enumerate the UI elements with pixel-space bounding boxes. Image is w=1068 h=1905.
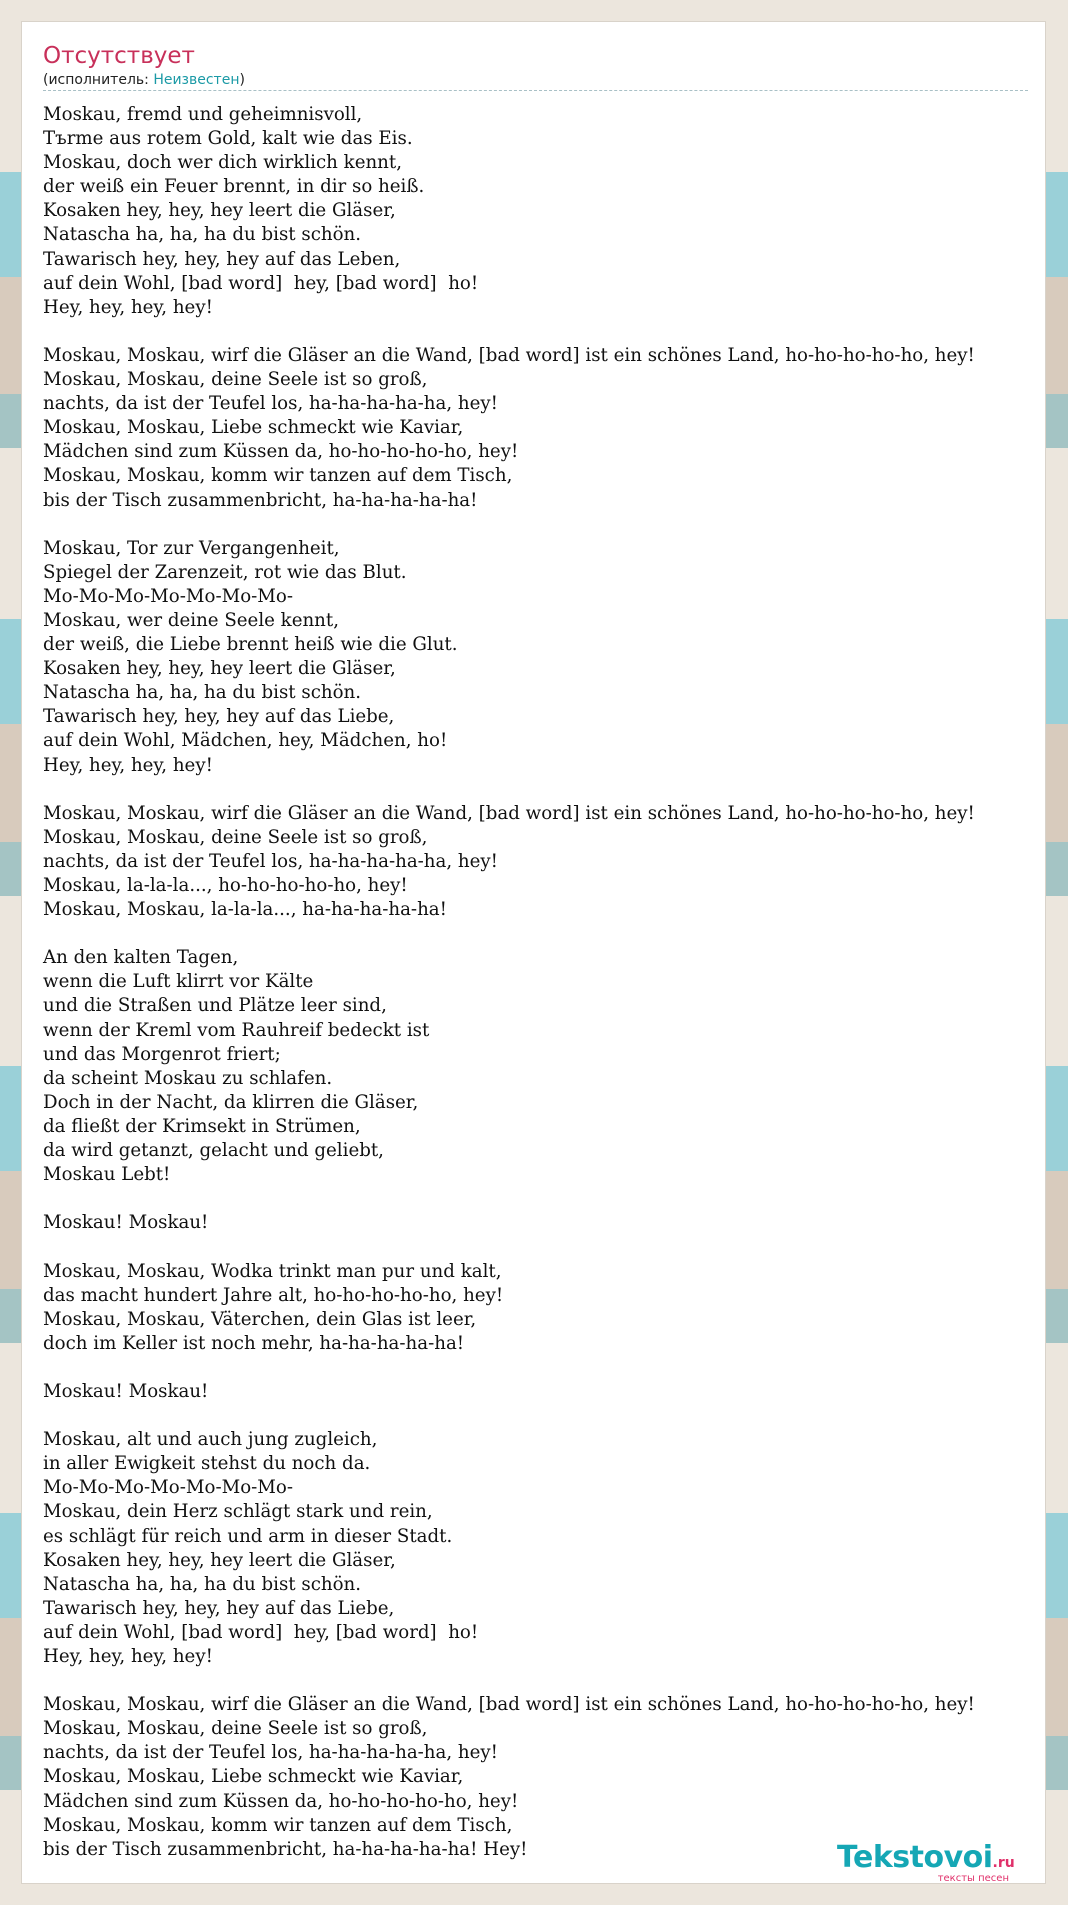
- logo-tld: .ru: [992, 1855, 1015, 1871]
- logo-tagline: тексты песен: [937, 1873, 1009, 1884]
- logo-name: Tekstovoi: [837, 1840, 993, 1875]
- artist-link[interactable]: Неизвестен: [153, 72, 240, 88]
- lyrics-card: [21, 21, 1046, 1884]
- artist-line: [43, 71, 245, 89]
- artist-prefix: (исполнитель:: [43, 72, 154, 88]
- site-logo[interactable]: [837, 1840, 1027, 1884]
- artist-suffix: ): [239, 72, 245, 88]
- lyrics-text: Moskau, fremd und geheimnisvoll, Tъrme aus rotem Gold, kalt wie das Eis. Moskau, doch wer dich wirklich kennt, der weiß ein Feuer brennt, in dir so heiß. Kosaken hey, hey, hey leert die Gläser, Natascha ha, ha, ha du bist schön. Tawarisch hey, hey, hey auf das Leben, auf dein Wohl, [bad word] hey, [bad word] ho! Hey, hey, hey, hey! Moskau, Moskau, wirf die Gläser an die Wand, [bad word] ist ein schönes Land, ho-ho-ho-ho-ho, hey! Moskau, Moskau, deine Seele ist so groß, nachts, da ist der Teufel los, ha-ha-ha-ha-ha, hey! Moskau, Moskau, Liebe schmeckt wie Kaviar, Mädchen sind zum Küssen da, ho-ho-ho-ho-ho, hey! Moskau, Moskau, komm wir tanzen auf dem Tisch, bis der Tisch zusammenbricht, ha-ha-ha-ha-ha! Moskau, Tor zur Vergangenheit, Spiegel der Zarenzeit, rot wie das Blut. Mo-Mo-Mo-Mo-Mo-Mo-Mo- Moskau, wer deine Seele kennt, der weiß, die Liebe brennt heiß wie die Glut. Kosaken hey, hey, hey leert die Gläser, Natascha ha, ha, ha du bist schön. Tawarisch hey, hey, hey auf das Liebe, auf dein Wohl, Mädchen, hey, Mädchen, ho! Hey, hey, hey, hey! Moskau, Moskau, wirf die Gläser an die Wand, [bad word] ist ein schönes Land, ho-ho-ho-ho-ho, hey! Moskau, Moskau, deine Seele ist so groß, nachts, da ist der Teufel los, ha-ha-ha-ha-ha, hey! Moskau, la-la-la..., ho-ho-ho-ho-ho, hey! Moskau, Moskau, la-la-la..., ha-ha-ha-ha-ha! An den kalten Tagen, wenn die Luft klirrt vor Kälte und die Straßen und Plätze leer sind, wenn der Kreml vom Rauhreif bedeckt ist und das Morgenrot friert; da scheint Moskau zu schlafen. Doch in der Nacht, da klirren die Gläser, da fließt der Krimsekt in Strümen, da wird getanzt, gelacht und geliebt, Moskau Lebt! Moskau! Moskau! Moskau, Moskau, Wodka trinkt man pur und kalt, das macht hundert Jahre alt, ho-ho-ho-ho-ho, hey! Moskau, Moskau, Väterchen, dein Glas ist leer, doch im Keller ist noch mehr, ha-ha-ha-ha-ha! Moskau! Moskau! Moskau, alt und auch jung zugleich, in aller Ewigkeit stehst du noch da. Mo-Mo-Mo-Mo-Mo-Mo-Mo- Moskau, dein Herz schlägt stark und rein, es schlägt für reich und arm in dieser Stadt. Kosaken hey, hey, hey leert die Gläser, Natascha ha, ha, ha du bist schön. Tawarisch hey, hey, hey auf das Liebe, auf dein Wohl, [bad word] hey, [bad word] ho! Hey, hey, hey, hey! Moskau, Moskau, wirf die Gläser an die Wand, [bad word] ist ein schönes Land, ho-ho-ho-ho-ho, hey! Moskau, Moskau, deine Seele ist so groß, nachts, da ist der Teufel los, ha-ha-ha-ha-ha, hey! Moskau, Moskau, Liebe schmeckt wie Kaviar, Mädchen sind zum Küssen da, ho-ho-ho-ho-ho, hey! Moskau, Moskau, komm wir tanzen auf dem Tisch, bis der Tisch zusammenbricht, ha-ha-ha-ha-ha! Hey!: [43, 104, 975, 1860]
- title-divider: [43, 90, 1028, 91]
- song-title: Отсутствует: [43, 43, 195, 69]
